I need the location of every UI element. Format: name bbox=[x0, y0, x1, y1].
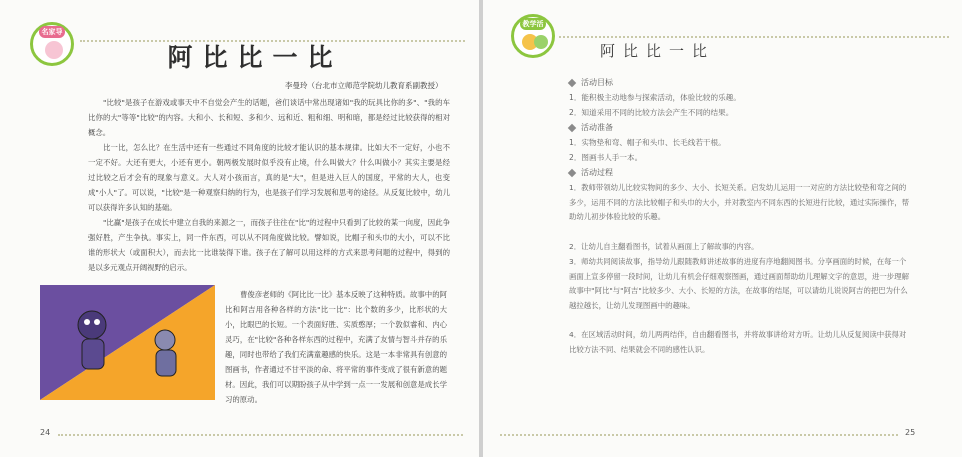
footer-dotted-rule bbox=[58, 434, 463, 436]
section-heading-process: 活动过程 bbox=[569, 167, 613, 178]
author-line: 李曼玲（台北市立师范学院幼儿教育系副教授） bbox=[285, 81, 443, 90]
process-item-3: 3．师幼共同阅读故事，指导幼儿跟随教师讲述故事的进度有序地翻阅图书。分享画面的时候，在每一个画面上宣多停留一段时间，让幼儿有机会仔细观察图画，通过画面帮助幼儿理解文字的意思，进一步理解故事中"阿比"与"阿吉"比较多少、大小、长短的方法，在故事的结尾，可以请幼儿说说阿吉的把巴为什么越拉越长，让幼儿发现图画中的趣味。 bbox=[569, 257, 909, 310]
paragraph-1: "比较"是孩子在游戏或事天中不自觉会产生的话题，爸们谈话中常出现诸如"我的玩具比你的多"、"我的车比你的大"等等"比较"的内容。大和小、长和短、多和少、远和近、粗和细、明和暗，都是经过比较获得的相对概念。 bbox=[88, 98, 450, 137]
right-page bbox=[483, 0, 962, 457]
left-page bbox=[0, 0, 479, 457]
page-number-right: 25 bbox=[905, 428, 916, 437]
process-item-1: 1．教师带领幼儿比较实物间的多少、大小、长短关系。启发幼儿运用一一对应的方法比较垫和弯之间的多少，运用不同的方法比较帽子和头巾的大小，并对教室内不同东西的长短进行比较，通过实际操作，帮助幼儿初步体验比较的乐趣。 bbox=[569, 183, 909, 221]
paragraph-3: "比赢"是孩子在成长中建立自我的来源之一，而孩子往往在"比"的过程中只看到了比较的某一向度，因此争强好胜，产生争执。事实上，同一件东西，可以从不同角度做比较。譬如说，比帽子和头巾的大小，可以不比谁的形状大（或面积大），而去比一比谁装得下谁。孩子在了解可以用这样的方式来思考问题的过程中，得到的是以多元观点开阔视野的启示。 bbox=[88, 218, 450, 272]
goal-item-1: 1．能积极主动地参与探索活动，体验比较的乐趣。 bbox=[569, 93, 741, 102]
prep-item-1: 1．实物垫和弯、帽子和头巾、长毛线若干根。 bbox=[569, 138, 726, 147]
process-item-2: 2．让幼儿自主翻看图书，试着从画面上了解故事的内容。 bbox=[569, 242, 759, 251]
page-number-left: 24 bbox=[40, 428, 51, 437]
process-item-4: 4．在区域活动时间，幼儿两两结伴，自由翻看图书，并将故事讲给对方听。让幼儿从反复阅读中获得对比较方法不同、结果就会不同的感性认识。 bbox=[569, 330, 907, 354]
badge-caption: 教学活 bbox=[520, 18, 546, 30]
child-face-icon bbox=[534, 35, 548, 49]
page-title-right: 阿比比一比 bbox=[600, 42, 716, 60]
teaching-activity-badge bbox=[511, 14, 555, 58]
diamond-bullet-icon bbox=[568, 168, 576, 176]
badge-caption: 名家导 bbox=[39, 26, 65, 38]
story-illustration bbox=[40, 285, 215, 400]
diamond-bullet-icon bbox=[568, 78, 576, 86]
side-paragraph: 曹俊彦老师的《阿比比一比》基本反映了这种特质。故事中的阿比和阿吉用各种各样的方法"比一比"：比个数的多少，比形状的大小，比眼巴的长短。一个表面好胜、实质憨厚；一个敦似睿和、内心灵巧，在"比较"各种各样东西的过程中，充满了友情与智斗并存的乐趣，同时也带给了我们充满童趣感的快乐。这是一本非常具有创意的图画书，作者通过不甘平淡的命、将平常的事件变成了很有新意的题材。因此，我们可以期盼孩子从中学到一点一一发展和创意是成长学习的原动。 bbox=[225, 290, 447, 404]
paragraph-2: 比一比，怎么比？在生活中还有一些通过不同角度的比较才能认识的基本规律。比如大不一定好，小也不一定不好。大还有更大，小还有更小。朝两极发展时似乎没有止境，什么叫做大？什么叫做小？其实主要是经过比较之后才会有的现象与意义。大人对小孩而言，真的是"大"，但是进入巨人的国度，平常的大人，也变成"小人"了。可以说，"比较"是一种观察归纳的行为，也是孩子们学习发展和思考的途径。从反复比较中，幼儿可以获得许多认知的基础。 bbox=[88, 143, 450, 212]
girl-face-icon bbox=[45, 41, 63, 59]
footer-dotted-rule bbox=[500, 434, 898, 436]
diamond-bullet-icon bbox=[568, 123, 576, 131]
page-title: 阿比比一比 bbox=[167, 43, 343, 72]
prep-item-2: 2．图画书人手一本。 bbox=[569, 153, 643, 162]
header-dotted-rule bbox=[559, 36, 949, 38]
reading-guide-badge bbox=[30, 22, 74, 66]
section-heading-preparation: 活动准备 bbox=[569, 122, 613, 133]
section-heading-goals: 活动目标 bbox=[569, 77, 613, 88]
goal-item-2: 2．知道采用不同的比较方法会产生不同的结果。 bbox=[569, 108, 734, 117]
